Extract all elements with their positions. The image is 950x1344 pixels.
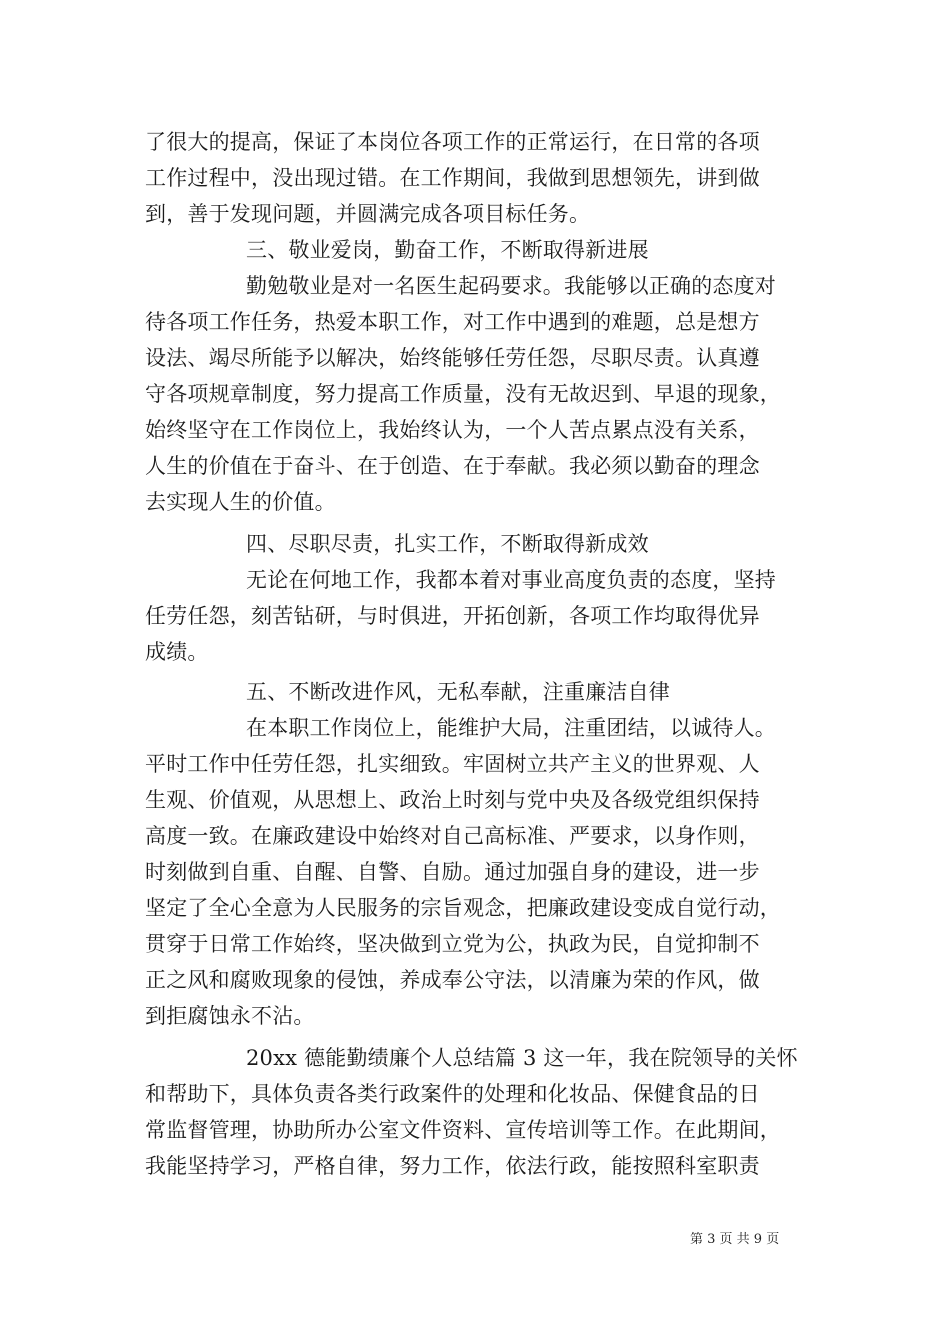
body-text-line: 高度一致。在廉政建设中始终对自己高标准、严要求，以身作则， [145,824,760,848]
body-text-line: 正之风和腐败现象的侵蚀，养成奉公守法，以清廉为荣的作风，做 [145,968,760,992]
body-text-line: 生观、价值观，从思想上、政治上时刻与党中央及各级党组织保持 [145,788,760,812]
section-heading: 三、敬业爱岗，勤奋工作，不断取得新进展 [246,238,649,262]
body-text-line: 时刻做到自重、自醒、自警、自励。通过加强自身的建设，进一步 [145,860,760,884]
body-text-line: 去实现人生的价值。 [145,490,336,514]
body-text-line: 人生的价值在于奋斗、在于创造、在于奉献。我必须以勤奋的理念 [145,454,760,478]
body-text-line: 任劳任怨，刻苦钻研，与时俱进，开拓创新，各项工作均取得优异 [145,604,760,628]
body-text-line: 设法、竭尽所能予以解决，始终能够任劳任怨，尽职尽责。认真遵 [145,346,760,370]
body-text-line: 无论在何地工作，我都本着对事业高度负责的态度，坚持 [246,568,776,592]
body-text-line: 到，善于发现问题，并圆满完成各项目标任务。 [145,202,591,226]
body-text-line: 贯穿于日常工作始终，坚决做到立党为公，执政为民，自觉抑制不 [145,932,760,956]
section-heading: 四、尽职尽责，扎实工作，不断取得新成效 [246,532,649,556]
body-text-line: 20xx 德能勤绩廉个人总结篇 3 这一年，我在院领导的关怀 [246,1046,798,1070]
body-text-line: 我能坚持学习，严格自律，努力工作，依法行政，能按照科室职责 [145,1154,760,1178]
body-text-line: 平时工作中任劳任怨，扎实细致。牢固树立共产主义的世界观、人 [145,752,760,776]
page-number: 第 3 页 共 9 页 [690,1232,780,1247]
body-text-line: 常监督管理，协助所办公室文件资料、宣传培训等工作。在此期间， [145,1118,781,1142]
body-text-line: 成绩。 [145,640,209,664]
body-text-line: 在本职工作岗位上，能维护大局，注重团结，以诚待人。 [246,716,776,740]
body-text-line: 和帮助下，具体负责各类行政案件的处理和化妆品、保健食品的日 [145,1082,760,1106]
body-text-line: 坚定了全心全意为人民服务的宗旨观念，把廉政建设变成自觉行动， [145,896,781,920]
body-text-line: 到拒腐蚀永不沾。 [145,1004,315,1028]
section-heading: 五、不断改进作风，无私奉献，注重廉洁自律 [246,680,670,704]
body-text-line: 守各项规章制度，努力提高工作质量，没有无故迟到、早退的现象， [145,382,781,406]
body-text-line: 了很大的提高，保证了本岗位各项工作的正常运行，在日常的各项 [145,130,760,154]
body-text-line: 待各项工作任务，热爱本职工作，对工作中遇到的难题，总是想方 [145,310,760,334]
body-text-line: 始终坚守在工作岗位上，我始终认为，一个人苦点累点没有关系， [145,418,760,442]
body-text-line: 勤勉敬业是对一名医生起码要求。我能够以正确的态度对 [246,274,776,298]
body-text-line: 工作过程中，没出现过错。在工作期间，我做到思想领先，讲到做 [145,166,760,190]
